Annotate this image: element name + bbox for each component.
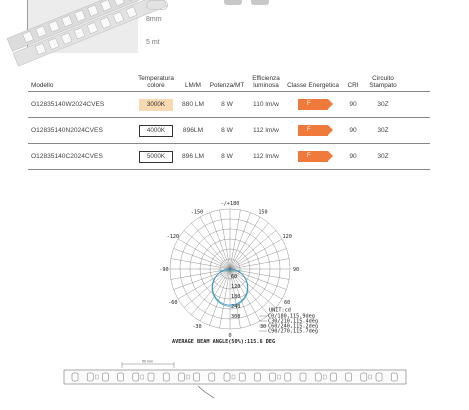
header-energy-class: Classe Energetica [287, 82, 339, 89]
cell-circuit: 30Z [377, 153, 389, 160]
polar-radial-label: 180 [231, 294, 241, 301]
led-chip [391, 373, 397, 381]
polar-radial-label: 120 [231, 284, 241, 291]
energy-class-badge: F [298, 99, 328, 110]
polar-legend [259, 314, 318, 335]
energy-class-badge: F [298, 151, 328, 162]
table-row [28, 118, 430, 144]
product-photo [27, 0, 137, 52]
temp-badge: 4000K [139, 125, 173, 137]
led-chip [254, 373, 260, 381]
polar-angle-label: -120 [166, 233, 180, 240]
cell-lm: 896LM [182, 127, 204, 134]
top-control-right[interactable] [251, 0, 269, 5]
energy-class-badge: F [298, 125, 328, 136]
cell-efficiency: 112 lm/w [253, 153, 279, 160]
legend-c60: C60/240,115.2deg [268, 323, 318, 330]
legend-c90: C90/270,115.7deg [268, 328, 318, 335]
table-row [28, 144, 430, 170]
led-chip [315, 373, 321, 381]
cut-marker [198, 386, 214, 398]
polar-angle-label: -30 [192, 323, 202, 330]
led-chip [209, 373, 215, 381]
cell-model: O12835140C2024CVES [31, 153, 103, 160]
cell-power: 8 W [221, 101, 233, 108]
top-control-left[interactable] [224, 0, 242, 5]
cell-lm: 896 LM [182, 153, 204, 160]
polar-unit: UNIT:cd [269, 307, 291, 314]
cell-circuit: 30Z [377, 101, 389, 108]
led-chip [285, 373, 291, 381]
table-header [28, 68, 430, 92]
polar-angle-label: -150 [190, 209, 204, 216]
cell-cri: 90 [349, 153, 357, 160]
polar-angle-label: -90 [159, 266, 169, 273]
dimension-length: 50 mm [142, 359, 153, 364]
header-lm: LM/M [185, 82, 201, 89]
polar-radial-label: 300 [231, 314, 241, 321]
cell-circuit: 30Z [377, 127, 389, 134]
led-chip [239, 373, 245, 381]
led-chip [194, 373, 200, 381]
table-row [28, 92, 430, 118]
spec-width: 8mm [146, 16, 162, 23]
polar-angle-label: 0 [228, 332, 232, 339]
cell-efficiency: 112 lm/w [253, 127, 279, 134]
led-chip [163, 373, 169, 381]
cell-model: O12835140W2024CVES [31, 101, 105, 108]
cell-efficiency: 110 lm/w [253, 101, 279, 108]
led-chip [148, 373, 154, 381]
led-chip [300, 373, 306, 381]
led-chip [178, 373, 184, 381]
spec-pill [146, 0, 168, 10]
spec-roll-length: 5 mt [146, 39, 160, 46]
polar-angle-label: 60 [284, 299, 291, 306]
polar-angle-label: 150 [258, 209, 268, 216]
led-chip [72, 373, 78, 381]
led-chip [133, 373, 139, 381]
led-chip [346, 373, 352, 381]
cell-lm: 880 LM [182, 101, 204, 108]
header-temp: Temperatura colore [138, 75, 174, 89]
polar-footer: AVERAGE BEAM ANGLE(50%):115.6 DEG [172, 339, 276, 345]
cell-power: 8 W [221, 153, 233, 160]
led-chip [87, 373, 93, 381]
polar-radial-label: 240 [231, 304, 241, 311]
led-chip [102, 373, 108, 381]
cell-power: 8 W [221, 127, 233, 134]
header-power: Potenza/MT [209, 82, 245, 89]
header-model: Modello [31, 82, 54, 89]
header-circuit: Circuito Stampato [369, 75, 397, 89]
legend-c30: C30/210,115.4deg [268, 318, 318, 325]
led-chip [270, 373, 276, 381]
spec-table [28, 68, 430, 170]
polar-radial-label: 60 [231, 274, 238, 281]
led-strip-photo [28, 0, 138, 53]
cell-model: O12835140N2024CVES [31, 127, 103, 134]
polar-angle-label: 90 [292, 266, 300, 273]
led-chip [361, 373, 367, 381]
temp-badge: 5000K [139, 151, 173, 163]
spec-column [146, 0, 168, 60]
temp-badge: 3000K [139, 99, 173, 111]
legend-c0: C0/180,115.9deg [268, 313, 315, 320]
led-chip [224, 373, 230, 381]
polar-angle-label: -60 [168, 299, 178, 306]
polar-angle-label: 120 [282, 233, 292, 240]
header-cri: CRI [347, 82, 359, 89]
polar-angle-label: 30 [259, 323, 267, 330]
polar-angle-label: -/+180 [220, 200, 240, 207]
strip-drawing [58, 358, 408, 410]
polar-diagram [150, 200, 318, 349]
led-chip [376, 373, 382, 381]
cell-cri: 90 [349, 101, 357, 108]
led-chip [330, 373, 336, 381]
cell-cri: 90 [349, 127, 357, 134]
header-efficiency: Efficienza luminosa [252, 75, 280, 89]
led-chip [118, 373, 124, 381]
